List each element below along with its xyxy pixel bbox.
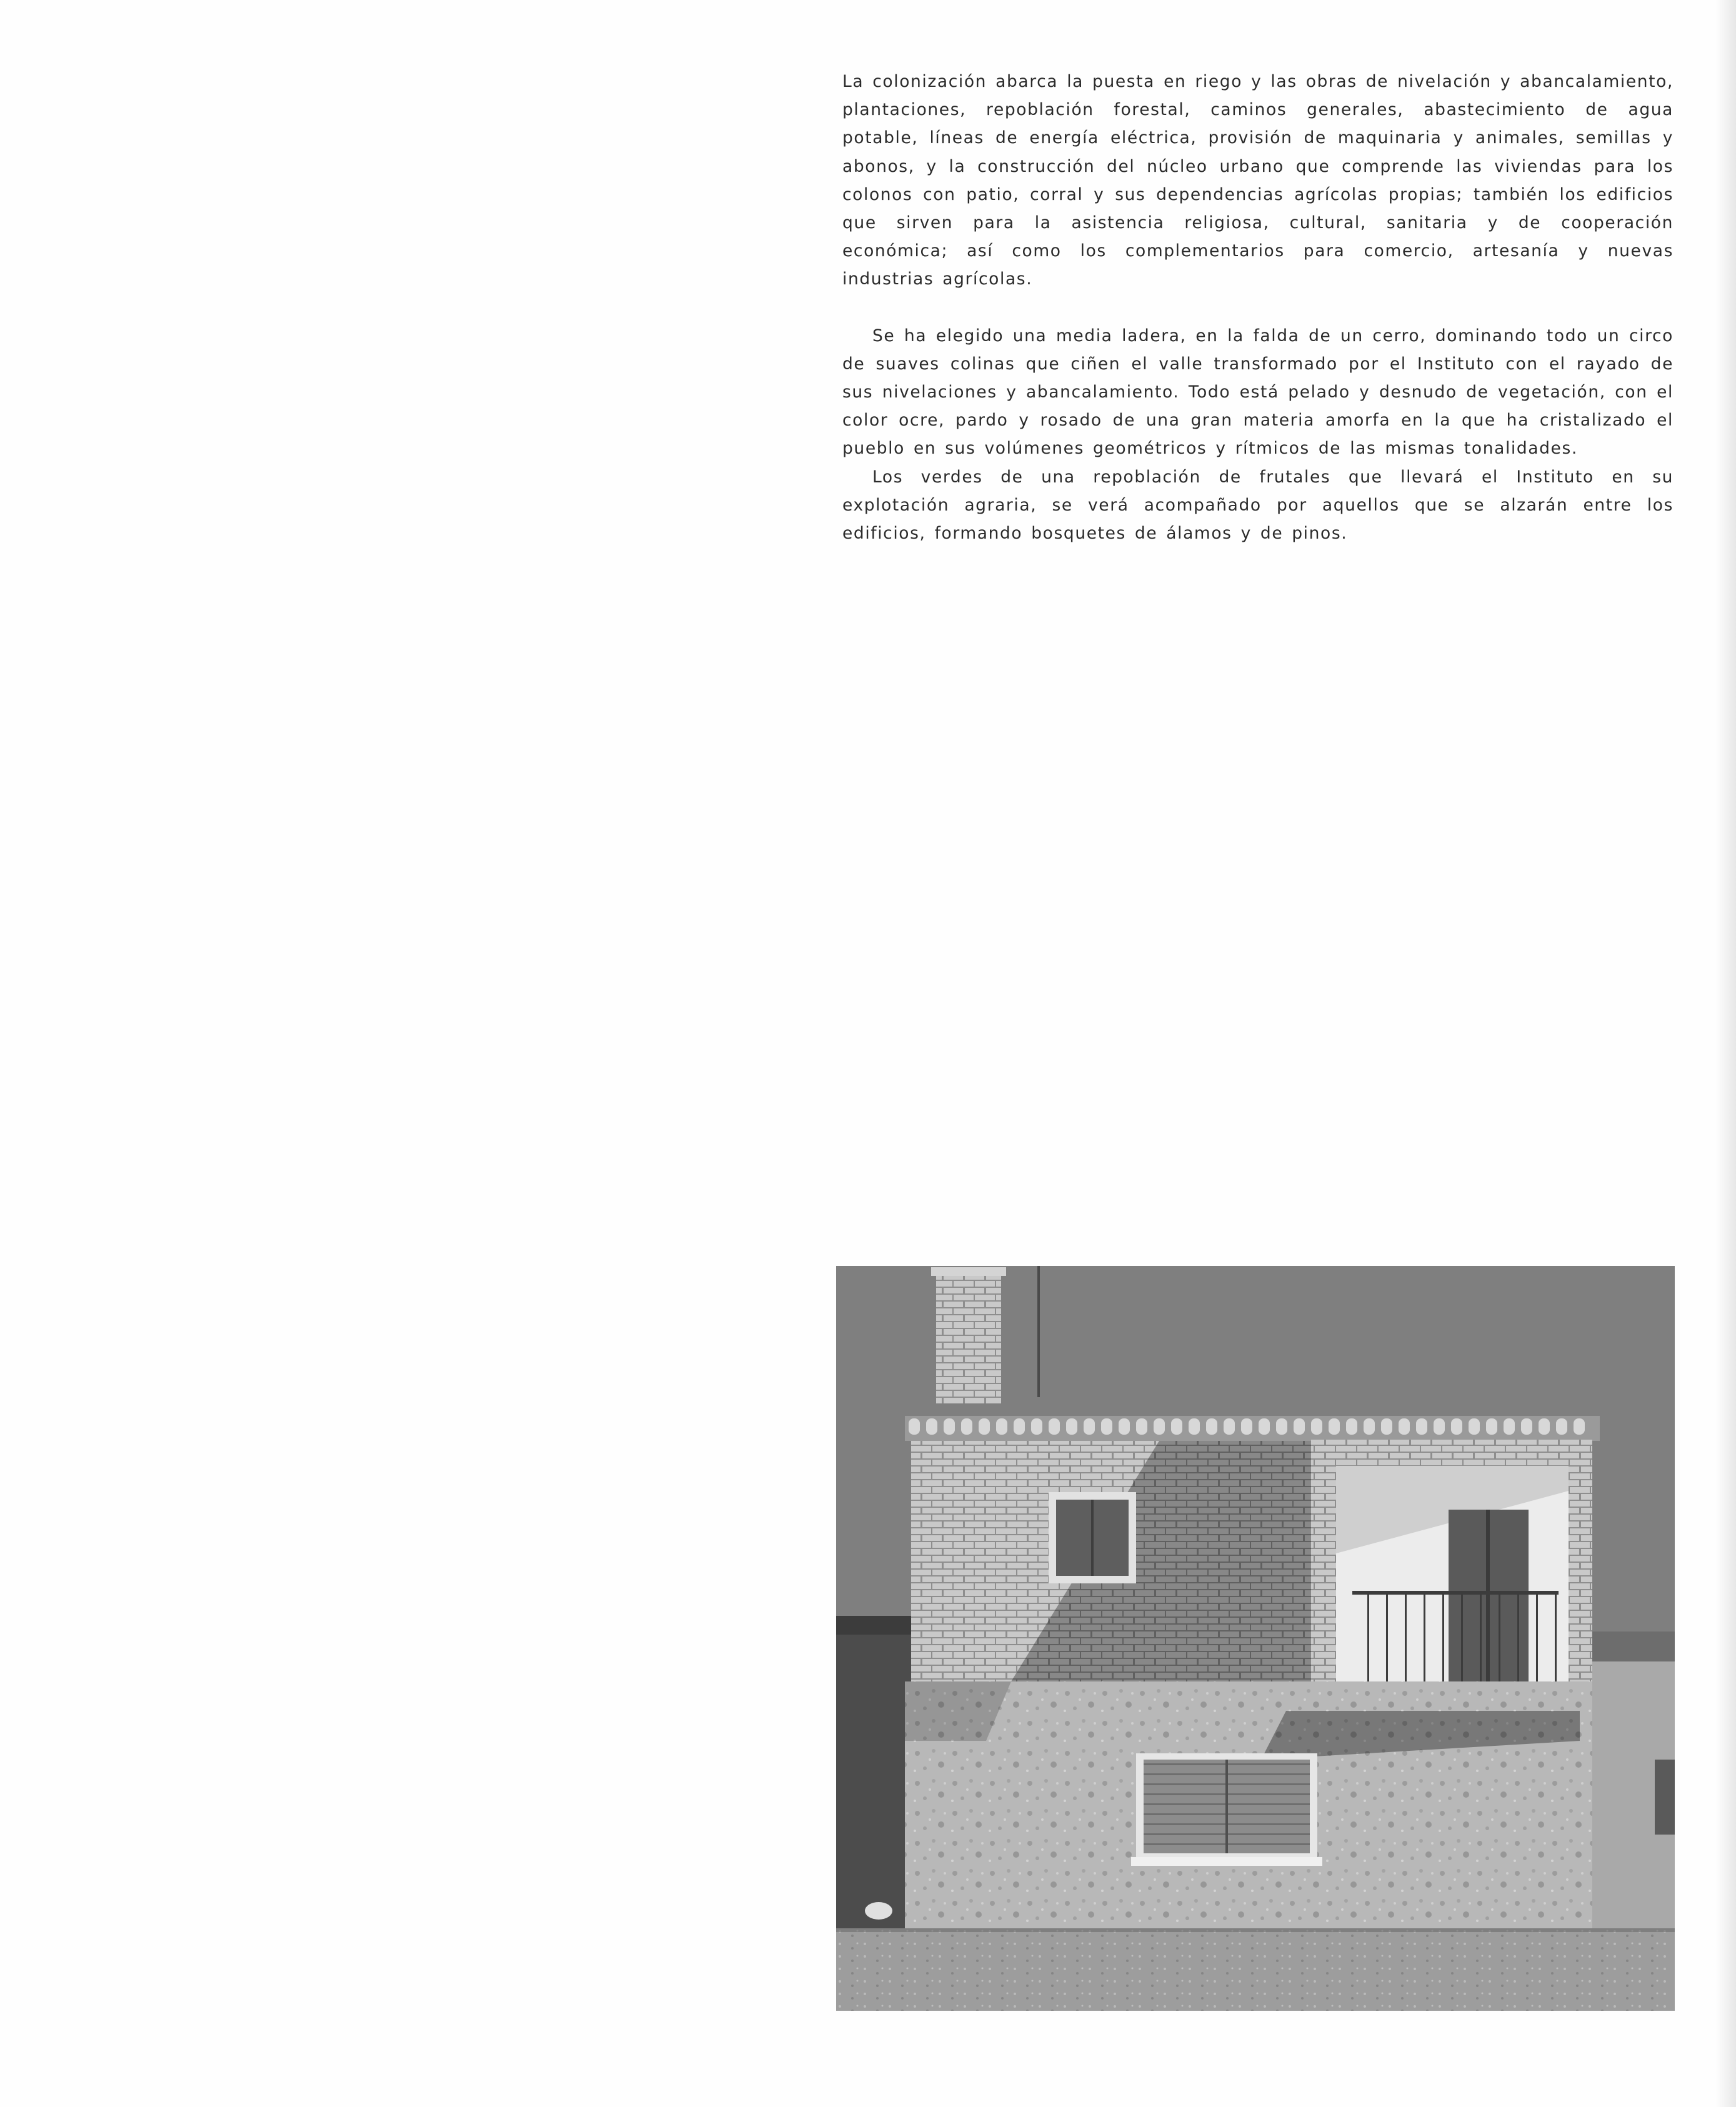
paragraph-ladera: Se ha elegido una media ladera, en la falda de un cerro, dominando todo un circo de suaves colinas que ciñen el valle transformado por el Instituto con el rayado de sus nivelaciones y abancalamiento. Todo está pelado y desnudo de vegetación, con el color ocre, pardo y rosado de una gran materia amorfa en la que ha cristalizado el pueblo en sus volúmenes geométricos y rítmicos de las mismas tonalidades. — [842, 326, 1674, 459]
article-text — [842, 67, 1674, 547]
page-edge — [1715, 0, 1736, 2107]
house-photograph — [836, 1266, 1675, 2011]
paragraph-colonizacion: La colonización abarca la puesta en riego y las obras de nivelación y abancalamiento, plantaciones, repoblación forestal, caminos generales, abastecimiento de agua potable, líneas de energía eléctrica, provisión de maquinaria y animales, semillas y abonos, y la construcción del núcleo urbano que comprende las viviendas para los colonos con patio, corral y sus dependencias agrícolas propias; también los edificios que sirven para la asistencia religiosa, cultural, sanitaria y de cooperación económica; así como los complementarios para comercio, artesanía y nuevas industrias agrícolas. — [842, 72, 1674, 289]
paragraph-verdes: Los verdes de una repoblación de frutales que llevará el Instituto en su explotación agraria, se verá acompañado por aquellos que se alzarán entre los edificios, formando bosquetes de álamos y de pinos. — [842, 467, 1674, 544]
antenna — [1037, 1266, 1040, 1397]
chimney — [936, 1272, 1001, 1403]
balcony-railing — [1352, 1591, 1559, 1595]
bucket — [865, 1902, 892, 1920]
neighbour-house-left — [836, 1628, 911, 1928]
ground — [836, 1928, 1675, 2011]
